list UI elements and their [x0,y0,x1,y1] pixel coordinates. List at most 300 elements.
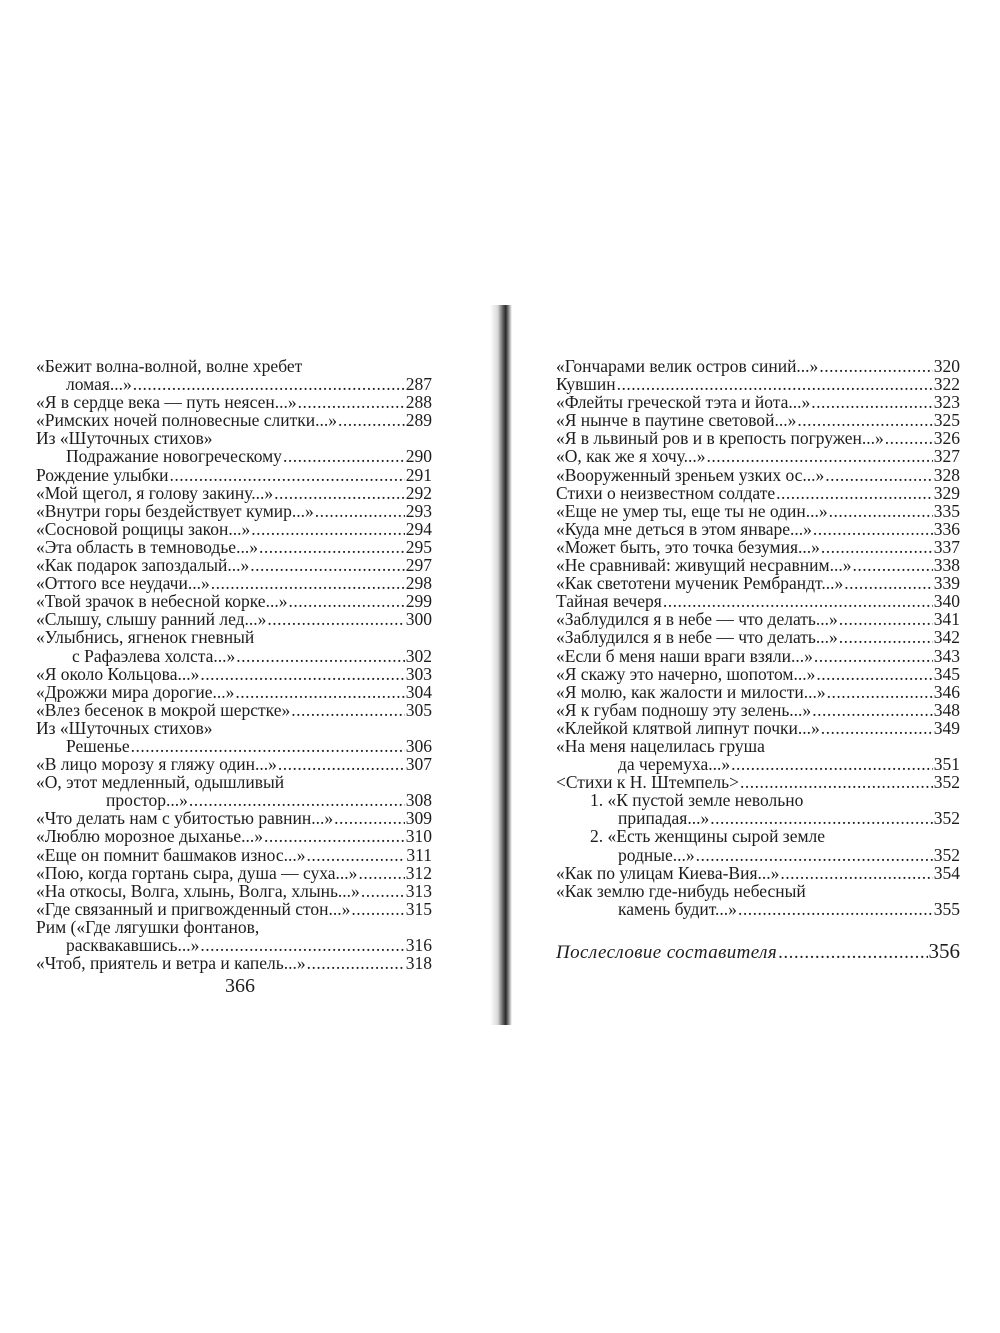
toc-entry-title: «Не сравнивай: живущий несравним...» [556,555,852,576]
toc-entry [556,393,960,411]
toc-entry-title: Из «Шуточных стихов» [36,428,213,449]
toc-entry-page: 287 [405,374,432,395]
toc-entry-page: 354 [933,862,960,883]
toc-entry [556,791,960,827]
toc-entry-title: «Улыбнись, ягненок гневный [36,627,255,648]
toc-entry-page: 341 [933,609,960,630]
toc-entry [556,484,960,502]
toc-entry [556,737,960,773]
toc-entry-title: «Как подарок запоздалый...» [36,555,250,576]
toc-entry-page: 311 [406,844,432,865]
toc-entry-line [36,755,432,773]
toc-entry-line [556,882,960,900]
toc-entry-title: припадая...» [618,808,710,829]
toc-entry-line [556,864,960,882]
toc-entry-page: 290 [405,446,432,467]
leader-dots [189,791,405,809]
toc-entry-line [36,809,432,827]
toc-entry-line [556,520,960,538]
toc-entry-page: 339 [933,573,960,594]
leader-dots [283,447,405,465]
toc-entry-line [36,683,432,701]
toc-entry [556,357,960,375]
leader-dots [133,375,405,393]
toc-entry-page: 292 [405,482,432,503]
toc-entry-line [36,466,432,484]
toc-entry-page: 352 [933,844,960,865]
toc-entry [36,484,432,502]
leader-dots [839,610,933,628]
toc-entry-page: 346 [933,681,960,702]
leader-dots [710,809,933,827]
toc-entry-line [556,809,960,827]
toc-entry-title: «Оттого все неудачи...» [36,573,210,594]
toc-entry-title: «Еще он помнит башмаков износ...» [36,844,306,865]
toc-entry-page: 325 [933,410,960,431]
toc-entry [556,864,960,882]
toc-entry-line [556,628,960,646]
toc-entry-line [556,755,960,773]
toc-entry-page: 349 [933,717,960,738]
toc-entry-page: 299 [405,591,432,612]
toc-entry-title: «Мой щегол, я голову закину...» [36,482,274,503]
toc-entry-title: «Влез бесенок в мокрой шерстке» [36,699,291,720]
leader-dots [821,719,933,737]
leader-dots [844,574,933,592]
toc-entry-line [36,592,432,610]
toc-entry [36,665,432,683]
toc-entry-line [556,484,960,502]
toc-entry-line [36,411,432,429]
toc-entry-line [36,357,432,375]
toc-entry [36,556,432,574]
toc-entry-line [556,357,960,375]
toc-entry-page: 300 [405,609,432,630]
toc-entry-line [36,447,432,465]
toc-entry-title: «Твой зрачок в небесной корке...» [36,591,288,612]
toc-entry [556,574,960,592]
leader-dots [780,864,932,882]
toc-entry-line [556,827,960,845]
leader-dots [778,942,927,964]
toc-entry-title: Рим («Где лягушки фонтанов, [36,916,260,937]
toc-entry-page: 288 [405,392,432,413]
toc-entry [36,719,432,755]
toc-entry-page: 289 [405,410,432,431]
leader-dots [885,429,933,447]
page-number: 366 [225,975,255,997]
toc-entry-page: 327 [933,446,960,467]
toc-entry-title: с Рафаэлева холста...» [72,645,236,666]
leader-dots [663,592,933,610]
toc-entry-title: «Внутри горы бездействует кумир...» [36,500,314,521]
leader-dots [819,357,932,375]
leader-dots [235,683,404,701]
toc-entry [36,809,432,827]
toc-entry-line [556,502,960,520]
toc-entry-title: «Я молю, как жалости и милости...» [556,681,826,702]
toc-entry-page: 352 [933,772,960,793]
toc-entry-title: «Заблудился я в небе — что делать...» [556,609,838,630]
toc-entry [36,393,432,411]
toc-entry-title: «Клейкой клятвой липнут почки...» [556,717,820,738]
toc-entry-page: 307 [405,754,432,775]
toc-entry-page: 351 [933,754,960,775]
toc-entry-line [556,556,960,574]
toc-entry-title: «Сосновой рощицы закон...» [36,518,251,539]
toc-entry-page: 297 [405,555,432,576]
toc-entry-page: 310 [405,826,432,847]
toc-entry [36,846,432,864]
leader-dots [307,954,405,972]
toc-entry [36,466,432,484]
toc-entry-line [556,791,960,809]
toc-entry-title: 1. «К пустой земле невольно [590,790,804,811]
leader-dots [827,683,933,701]
toc-entry [36,502,432,520]
toc-entry-title: «Что делать нам с убитостью равнин...» [36,808,334,829]
toc-entry-line [36,846,432,864]
toc-entry [556,773,960,791]
toc-entry-title: Кувшин [556,374,616,395]
leader-dots [731,755,933,773]
toc-entry-page: 326 [933,428,960,449]
toc-entry-title: «Еще не умер ты, еще ты не один...» [556,500,828,521]
leader-dots [839,628,933,646]
leader-dots [264,827,405,845]
toc-entry-title: «Как землю где-нибудь небесный [556,880,806,901]
toc-entry-title: «Как светотени мученик Рембрандт...» [556,573,844,594]
toc-entry-line [36,918,432,936]
toc-entry-title: «Я в сердце века — путь неясен...» [36,392,297,413]
toc-entry-page: 338 [933,555,960,576]
toc-entry [36,574,432,592]
toc-entry-page: 295 [405,536,432,557]
leader-dots [351,900,404,918]
toc-entry [556,882,960,918]
toc-entry-title: <Стихи к Н. Штемпель> [556,772,739,793]
toc-entry [556,592,960,610]
toc-entry [36,827,432,845]
toc-entry-title: «Заблудился я в небе — что делать...» [556,627,838,648]
toc-entry-title: «На меня нацелилась груша [556,735,765,756]
toc-entry [36,701,432,719]
toc-entry-title: Послесловие составителя [556,941,778,963]
toc-entry [556,520,960,538]
toc-entry-title: «Чтоб, приятель и ветра и капель...» [36,953,306,974]
toc-entry-page: 318 [405,953,432,974]
toc-entry-line [36,429,432,447]
toc-entry-title: простор...» [106,790,188,811]
toc-entry-line [556,393,960,411]
toc-entry [556,556,960,574]
toc-entry-line [36,954,432,972]
toc-entry [556,466,960,484]
leader-dots [278,755,405,773]
leader-dots [298,393,405,411]
toc-entry-line [36,773,432,791]
toc-entry [556,719,960,737]
toc-entry-title: ломая...» [66,374,132,395]
toc-entry-title: «Пою, когда гортань сыра, душа — суха...» [36,862,358,883]
toc-entry [36,882,432,900]
book-gutter [490,305,512,1025]
toc-entry-title: «Дрожжи мира дорогие...» [36,681,235,702]
toc-entry-line [36,538,432,556]
toc-entry [556,610,960,628]
leader-dots [211,574,405,592]
toc-entry-line [556,665,960,683]
toc-entry [36,954,432,972]
toc-entry-line [36,665,432,683]
toc-entry-title: «Может быть, это точка безумия...» [556,536,820,557]
toc-entry-line [36,574,432,592]
toc-entry-page: 298 [405,573,432,594]
toc-entry-page: 294 [405,518,432,539]
toc-entry-page: 293 [405,500,432,521]
toc-entry-page: 343 [933,645,960,666]
leader-dots [170,466,405,484]
leader-dots [358,864,404,882]
toc-entry [556,411,960,429]
toc-entry-line [556,900,960,918]
toc-entry [556,375,960,393]
toc-entry [556,538,960,556]
toc-entry-page: 312 [405,862,432,883]
toc-entry-title: «Я нынче в паутине световой...» [556,410,797,431]
toc-entry [36,610,432,628]
toc-entry-page: 305 [405,699,432,720]
toc-entry-title: Стихи о неизвестном солдате [556,482,776,503]
toc-entry-title: Тайная вечеря [556,591,662,612]
toc-entry [36,683,432,701]
toc-entry [556,628,960,646]
toc-entry-page: 329 [933,482,960,503]
toc-entry-title: «Я скажу это начерно, шопотом...» [556,663,816,684]
toc-entry-title: Рождение улыбки [36,464,169,485]
toc-entry-title: «Где связанный и пригвожденный стон...» [36,898,351,919]
toc-entry-page: 356 [928,938,960,963]
leader-dots [707,447,933,465]
leader-dots [259,538,405,556]
toc-entry-page: 291 [405,464,432,485]
toc-entry-page: 316 [405,935,432,955]
toc-entry-line [36,737,432,755]
toc-entry-line [556,647,960,665]
toc-entry [36,429,432,465]
toc-entry-page: 313 [405,880,432,901]
toc-entry-title: «В лицо морозу я гляжу один...» [36,754,277,775]
toc-entry-page: 336 [933,518,960,539]
toc-entry-line [36,791,432,809]
toc-entry-title: «Я около Кольцова...» [36,663,200,684]
toc-entry [36,592,432,610]
leader-dots [813,520,933,538]
toc-entry-title: камень будит...» [618,898,737,919]
toc-entry-title: «Люблю морозное дыханье...» [36,826,263,847]
leader-dots [617,375,933,393]
leader-dots [200,665,404,683]
toc-entry-title: «Слышу, слышу ранний лед...» [36,609,267,630]
toc-entry-page: 335 [933,500,960,521]
toc-entry-title: расквакавшись...» [66,935,200,955]
leader-dots [740,773,933,791]
toc-entry-page: 309 [405,808,432,829]
toc-entry-title: «О, этот медленный, одышливый [36,772,285,793]
leader-dots [814,647,933,665]
toc-entry-page: 340 [933,591,960,612]
leader-dots [825,466,932,484]
leader-dots [812,701,933,719]
toc-entry-title: «Гончарами велик остров синий...» [556,356,819,376]
toc-entry-line [36,610,432,628]
leader-dots [696,846,933,864]
leader-dots [131,737,405,755]
leader-dots [274,484,405,502]
toc-entry-line [36,647,432,665]
leader-dots [291,701,405,719]
leader-dots [776,484,933,502]
toc-entry [556,447,960,465]
toc-entry-line [556,429,960,447]
leader-dots [797,411,932,429]
toc-entry-title: родные...» [618,844,695,865]
toc-entry-line [36,502,432,520]
toc-entry-title: 2. «Есть женщины сырой земле [590,826,826,847]
toc-entry-line [556,411,960,429]
toc-entry-page: 304 [405,681,432,702]
toc-entry-line [36,900,432,918]
toc-entry-page: 352 [933,808,960,829]
toc-entry-page: 355 [933,898,960,919]
toc-entry [36,628,432,664]
toc-list-left [36,357,432,972]
leader-dots [829,502,933,520]
toc-entry-page: 322 [933,374,960,395]
toc-entry [36,538,432,556]
toc-entry-title: Подражание новогреческому [66,446,282,467]
leader-dots [852,556,932,574]
leader-dots [267,610,404,628]
toc-entry-line [556,610,960,628]
leader-dots [821,538,933,556]
toc-entry-title: «Если б меня наши враги взяли...» [556,645,813,666]
toc-entry-line [36,864,432,882]
toc-entry-page: 323 [933,392,960,413]
toc-entry-line [556,773,960,791]
toc-entry-line [36,628,432,646]
toc-entry-line [36,882,432,900]
toc-entry-page: 320 [933,356,960,376]
toc-entry-page: 337 [933,536,960,557]
toc-entry [556,665,960,683]
toc-entry-title: «Эта область в темноводье...» [36,536,258,557]
toc-entry-title: «Я в львиный ров и в крепость погружен...» [556,428,884,449]
toc-entry-line [36,936,432,954]
toc-entry-title: «Флейты греческой тэта и йота...» [556,392,811,413]
toc-entry-page: 342 [933,627,960,648]
toc-entry-title: «На откосы, Волга, хлынь, Волга, хлынь...» [36,880,360,901]
leader-dots [236,647,405,665]
toc-entry-line [36,719,432,737]
toc-entry [556,827,960,863]
toc-entry [36,864,432,882]
toc-entry-line [556,846,960,864]
toc-entry-line [36,484,432,502]
toc-entry-line [556,701,960,719]
leader-dots [338,411,405,429]
toc-entry-line [36,375,432,393]
toc-entry-page: 328 [933,464,960,485]
toc-entry-line [556,538,960,556]
toc-entry [36,411,432,429]
toc-entry-page: 302 [405,645,432,666]
toc-entry [36,520,432,538]
toc-entry [556,701,960,719]
leader-dots [334,809,405,827]
toc-entry-line [556,719,960,737]
toc-entry [556,647,960,665]
toc-entry [556,683,960,701]
toc-entry-line [556,592,960,610]
leader-dots [811,393,933,411]
leader-dots [816,665,932,683]
leader-dots [251,520,405,538]
toc-entry-line [36,827,432,845]
toc-entry-line [556,466,960,484]
toc-entry [556,429,960,447]
left-page [36,357,432,972]
toc-entry-page: 315 [405,898,432,919]
toc-entry-title: «Куда мне деться в этом январе...» [556,518,812,539]
leader-dots [315,502,405,520]
toc-entry-title: Решенье [66,735,130,756]
leader-dots [738,900,933,918]
toc-entry-line [36,393,432,411]
toc-entry-title: «Вооруженный зреньем узких ос...» [556,464,825,485]
toc-entry-title: да черемуха...» [618,754,731,775]
toc-entry-page: 306 [405,735,432,756]
toc-entry-line [36,520,432,538]
spacer [556,918,960,927]
toc-entry-line [556,683,960,701]
toc-entry [36,755,432,773]
leader-dots [307,846,406,864]
leader-dots [361,882,405,900]
toc-entry-title: «О, как же я хочу...» [556,446,706,467]
toc-entry-afterword [556,939,960,964]
toc-entry-page: 348 [933,699,960,720]
toc-entry-page: 308 [405,790,432,811]
leader-dots [200,936,404,954]
toc-entry-line [36,556,432,574]
toc-entry-title: «Я к губам подношу эту зелень...» [556,699,812,720]
right-page [556,357,960,964]
toc-entry [556,502,960,520]
toc-entry [36,918,432,954]
toc-entry-line [556,574,960,592]
toc-list-right [556,357,960,918]
leader-dots [288,592,404,610]
leader-dots [250,556,405,574]
toc-entry-title: Из «Шуточных стихов» [36,717,213,738]
toc-entry-line [556,447,960,465]
toc-entry-title: «Как по улицам Киева-Вия...» [556,862,780,883]
toc-entry-page: 303 [405,663,432,684]
toc-entry-line [36,701,432,719]
toc-entry-page: 345 [933,663,960,684]
toc-entry-title: «Бежит волна-волной, волне хребет [36,356,303,376]
